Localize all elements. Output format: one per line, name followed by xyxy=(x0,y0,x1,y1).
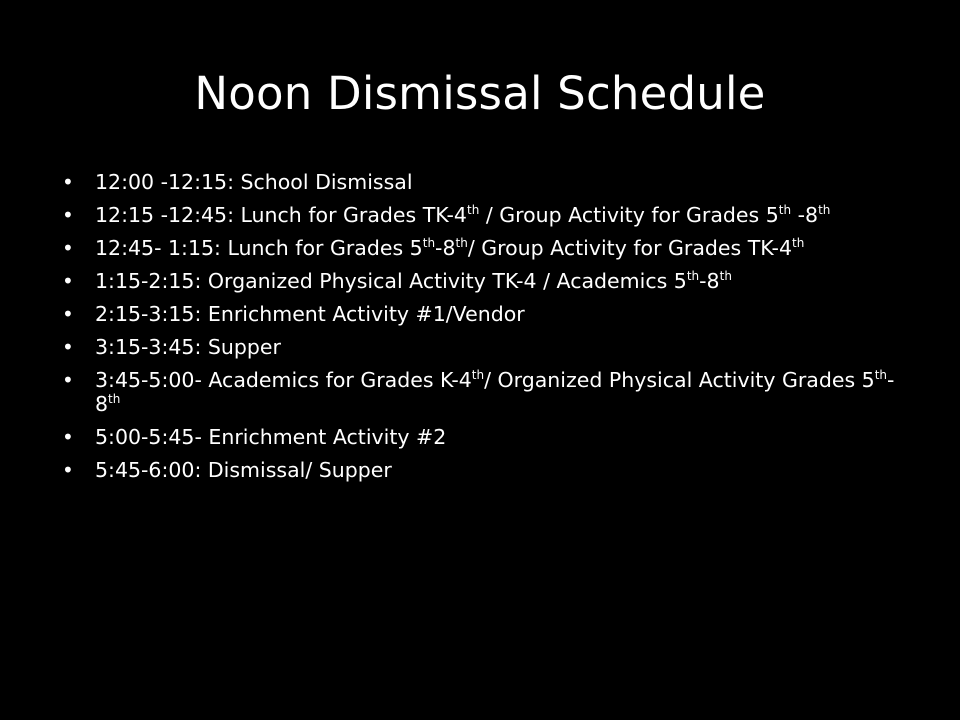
schedule-item xyxy=(60,170,905,194)
schedule-item-text xyxy=(95,236,804,260)
ordinal-suffix: th xyxy=(686,269,700,284)
schedule-item xyxy=(60,335,905,359)
ordinal-suffix: th xyxy=(422,236,436,251)
ordinal-suffix: th xyxy=(792,236,805,251)
schedule-item-text xyxy=(95,368,894,416)
text-run: 5:45-6:00: Dismissal/ Supper xyxy=(95,458,392,482)
schedule-item xyxy=(60,236,905,260)
text-run: 3:45-5:00- Academics for Grades K-4 xyxy=(95,368,472,392)
text-run: -8 xyxy=(699,269,720,293)
bullet-dot-icon: • xyxy=(62,458,74,482)
text-run: 12:45- 1:15: Lunch for Grades 5 xyxy=(95,236,423,260)
text-run: / Organized Physical Activity Grades 5 xyxy=(484,368,875,392)
bullet-dot-icon: • xyxy=(62,425,74,449)
schedule-item xyxy=(60,302,905,326)
schedule-item xyxy=(60,203,905,227)
schedule-item-text xyxy=(95,203,830,227)
bullet-dot-icon: • xyxy=(62,368,74,392)
bullet-dot-icon: • xyxy=(62,170,74,194)
schedule-item-text xyxy=(95,269,732,293)
bullet-dot-icon: • xyxy=(62,203,74,227)
ordinal-suffix: th xyxy=(455,236,468,251)
slide-title: Noon Dismissal Schedule xyxy=(194,67,766,120)
ordinal-suffix: th xyxy=(778,203,792,218)
text-run: -8 xyxy=(95,368,895,416)
schedule-item-text xyxy=(95,458,392,482)
schedule-item xyxy=(60,368,905,416)
ordinal-suffix: th xyxy=(719,269,732,284)
text-run: 1:15-2:15: Organized Physical Activity TK-4 / Academics 5 xyxy=(95,269,687,293)
schedule-item xyxy=(60,269,905,293)
bullet-dot-icon: • xyxy=(62,302,74,326)
bullet-dot-icon: • xyxy=(62,236,74,260)
text-run: / Group Activity for Grades 5 xyxy=(479,203,779,227)
schedule-item xyxy=(60,458,905,482)
text-run: -8 xyxy=(791,203,819,227)
bullet-dot-icon: • xyxy=(62,269,74,293)
text-run: 3:15-3:45: Supper xyxy=(95,335,281,359)
text-run: 12:15 -12:45: Lunch for Grades TK-4 xyxy=(95,203,467,227)
ordinal-suffix: th xyxy=(471,368,485,383)
ordinal-suffix: th xyxy=(874,368,888,383)
text-run: / Group Activity for Grades TK-4 xyxy=(467,236,792,260)
ordinal-suffix: th xyxy=(818,203,831,218)
schedule-item-text xyxy=(95,170,413,194)
text-run: 5:00-5:45- Enrichment Activity #2 xyxy=(95,425,447,449)
schedule-list xyxy=(60,170,905,491)
schedule-item-text xyxy=(95,425,446,449)
ordinal-suffix: th xyxy=(108,392,121,407)
schedule-item-text xyxy=(95,335,281,359)
bullet-dot-icon: • xyxy=(62,335,74,359)
ordinal-suffix: th xyxy=(466,203,480,218)
text-run: 12:00 -12:15: School Dismissal xyxy=(95,170,413,194)
text-run: -8 xyxy=(435,236,456,260)
schedule-item xyxy=(60,425,905,449)
text-run: 2:15-3:15: Enrichment Activity #1/Vendor xyxy=(95,302,525,326)
schedule-item-text xyxy=(95,302,525,326)
